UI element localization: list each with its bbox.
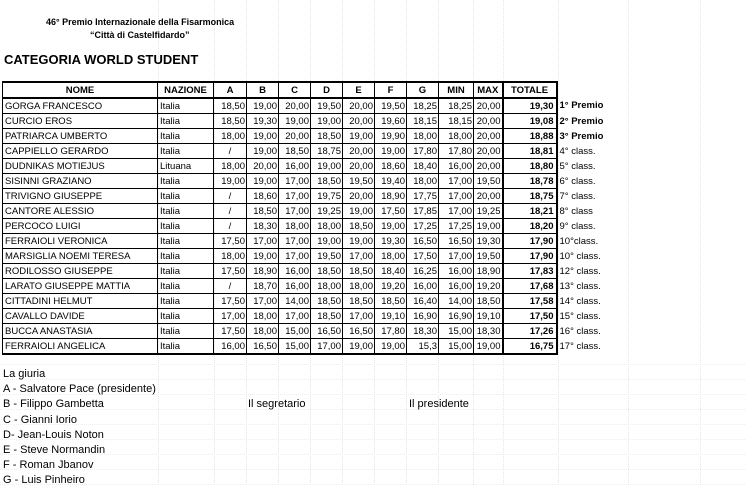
score-cell: 20,00 <box>343 159 375 174</box>
max-score: 19,20 <box>474 279 503 294</box>
min-score: 16,50 <box>439 234 474 249</box>
max-score: 20,00 <box>474 159 503 174</box>
total-score: 19,08 <box>503 114 557 129</box>
score-cell: 18,50 <box>311 294 343 309</box>
score-cell: 17,00 <box>279 249 311 264</box>
min-score: 16,00 <box>439 279 474 294</box>
competitor-country: Italia <box>158 264 214 279</box>
total-score: 18,21 <box>503 204 557 219</box>
score-cell: 19,00 <box>343 129 375 144</box>
max-score: 19,50 <box>474 249 503 264</box>
placement-label: 13° class. <box>559 280 601 292</box>
max-score: 19,00 <box>474 219 503 234</box>
score-cell: 18,50 <box>279 144 311 159</box>
competitor-name: FERRAIOLI ANGELICA <box>3 339 158 355</box>
max-score: 20,00 <box>474 114 503 129</box>
score-cell: 17,00 <box>214 309 247 324</box>
max-score: 19,10 <box>474 309 503 324</box>
competitor-country: Italia <box>158 309 214 324</box>
total-score: 17,90 <box>503 249 557 264</box>
jury-title: La giuria <box>3 368 46 380</box>
min-score: 16,00 <box>439 159 474 174</box>
score-cell: 17,50 <box>214 264 247 279</box>
placement-label: 7° class. <box>559 190 596 202</box>
score-cell: 18,50 <box>375 294 407 309</box>
competitor-name: CURCIO EROS <box>3 114 158 129</box>
score-cell: 17,75 <box>407 189 439 204</box>
total-score: 17,68 <box>503 279 557 294</box>
table-row <box>3 339 627 355</box>
score-cell: 18,00 <box>279 219 311 234</box>
competitor-country: Italia <box>158 279 214 294</box>
min-score: 16,00 <box>439 264 474 279</box>
score-cell: 18,50 <box>247 204 279 219</box>
score-cell: 18,00 <box>247 324 279 339</box>
min-score: 17,00 <box>439 204 474 219</box>
competitor-name: LARATO GIUSEPPE MATTIA <box>3 279 158 294</box>
score-cell: 19,25 <box>311 204 343 219</box>
competitor-country: Italia <box>158 174 214 189</box>
score-cell: / <box>214 204 247 219</box>
score-cell: 16,50 <box>247 339 279 355</box>
placement-label: 10° class. <box>559 250 601 262</box>
score-cell: 19,00 <box>311 159 343 174</box>
table-row <box>3 144 627 159</box>
score-cell: 17,00 <box>279 174 311 189</box>
max-score: 18,90 <box>474 264 503 279</box>
total-score: 18,80 <box>503 159 557 174</box>
score-cell: 18,00 <box>214 249 247 264</box>
max-score: 19,50 <box>474 174 503 189</box>
competitor-name: SISINNI GRAZIANO <box>3 174 158 189</box>
score-cell: 19,10 <box>375 309 407 324</box>
competitor-name: RODILOSSO GIUSEPPE <box>3 264 158 279</box>
placement-label: 17° class. <box>559 340 601 352</box>
score-cell: 18,40 <box>407 159 439 174</box>
score-cell: 17,50 <box>407 249 439 264</box>
competitor-country: Italia <box>158 114 214 129</box>
table-row <box>3 189 627 204</box>
competitor-name: MARSIGLIA NOEMI TERESA <box>3 249 158 264</box>
score-cell: 19,40 <box>375 174 407 189</box>
score-cell: 19,75 <box>311 189 343 204</box>
placement-label: 9° class. <box>559 220 596 232</box>
table-row <box>3 98 627 114</box>
score-cell: 18,50 <box>311 129 343 144</box>
competitor-country: Italia <box>158 98 214 114</box>
total-score: 18,88 <box>503 129 557 144</box>
total-score: 18,81 <box>503 144 557 159</box>
score-cell: 19,00 <box>311 234 343 249</box>
table-row <box>3 114 627 129</box>
min-score: 17,25 <box>439 219 474 234</box>
score-cell: 17,00 <box>343 249 375 264</box>
score-cell: 20,00 <box>343 98 375 114</box>
score-cell: 20,00 <box>247 159 279 174</box>
max-score: 19,25 <box>474 204 503 219</box>
score-cell: 18,90 <box>375 189 407 204</box>
max-score: 19,30 <box>474 234 503 249</box>
col-header-name: NOME <box>3 82 158 98</box>
score-cell: 17,80 <box>407 144 439 159</box>
score-cell: 18,30 <box>407 324 439 339</box>
total-score: 18,75 <box>503 189 557 204</box>
table-row <box>3 159 627 174</box>
total-score: 18,78 <box>503 174 557 189</box>
placement-label: 2° Premio <box>559 115 604 127</box>
score-cell: 18,50 <box>343 264 375 279</box>
competitor-country: Italia <box>158 144 214 159</box>
jury-member: B - Filippo Gambetta <box>3 398 104 411</box>
event-title: 46° Premio Internazionale della Fisarmonica <box>46 17 235 27</box>
competitor-name: FERRAIOLI VERONICA <box>3 234 158 249</box>
score-cell: 18,25 <box>407 98 439 114</box>
table-row <box>3 294 627 309</box>
score-cell: 16,00 <box>279 264 311 279</box>
score-cell: 18,00 <box>375 249 407 264</box>
score-cell: 19,00 <box>247 249 279 264</box>
total-score: 18,20 <box>503 219 557 234</box>
col-header-b: B <box>247 82 279 98</box>
score-cell: 20,00 <box>343 114 375 129</box>
table-row <box>3 219 627 234</box>
col-header-f: F <box>375 82 407 98</box>
placement-label: 4° class. <box>559 145 596 157</box>
total-score: 19,30 <box>503 98 557 114</box>
jury-member: A - Salvatore Pace (presidente) <box>3 383 156 396</box>
score-cell: 19,00 <box>375 219 407 234</box>
competitor-country: Lituana <box>158 159 214 174</box>
placement-label: 10°class. <box>559 235 599 247</box>
results-body <box>3 98 627 354</box>
placement-label: 3° Premio <box>559 130 604 142</box>
min-score: 17,00 <box>439 189 474 204</box>
score-cell: 18,00 <box>407 129 439 144</box>
col-header-total: TOTALE <box>503 82 557 98</box>
score-cell: 16,50 <box>407 234 439 249</box>
score-cell: 18,50 <box>214 98 247 114</box>
score-cell: / <box>214 219 247 234</box>
score-cell: 16,90 <box>407 309 439 324</box>
min-score: 14,00 <box>439 294 474 309</box>
score-cell: 19,00 <box>247 129 279 144</box>
score-cell: 18,50 <box>311 174 343 189</box>
max-score: 20,00 <box>474 129 503 144</box>
competitor-country: Italia <box>158 294 214 309</box>
score-cell: 18,00 <box>247 309 279 324</box>
min-score: 17,00 <box>439 249 474 264</box>
total-score: 17,26 <box>503 324 557 339</box>
col-header-country: NAZIONE <box>158 82 214 98</box>
score-cell: 17,50 <box>214 294 247 309</box>
placement-label: 14° class. <box>559 295 601 307</box>
jury-member: G - Luis Pinheiro <box>3 474 85 487</box>
placement-label: 6° class. <box>559 175 596 187</box>
competitor-name: CANTORE ALESSIO <box>3 204 158 219</box>
score-cell: 17,50 <box>214 324 247 339</box>
score-cell: 18,00 <box>311 219 343 234</box>
score-cell: / <box>214 279 247 294</box>
col-header-d: D <box>311 82 343 98</box>
score-cell: 19,50 <box>343 174 375 189</box>
score-cell: 19,00 <box>375 339 407 355</box>
score-cell: 18,50 <box>311 309 343 324</box>
max-score: 20,00 <box>474 98 503 114</box>
col-header-e: E <box>343 82 375 98</box>
score-cell: 18,15 <box>407 114 439 129</box>
table-row <box>3 234 627 249</box>
score-cell: / <box>214 189 247 204</box>
score-cell: 17,00 <box>279 204 311 219</box>
score-cell: 19,00 <box>343 204 375 219</box>
score-cell: 17,00 <box>311 339 343 355</box>
min-score: 15,00 <box>439 339 474 355</box>
placement-label: 12° class. <box>559 265 601 277</box>
competitor-name: GORGA FRANCESCO <box>3 98 158 114</box>
competitor-country: Italia <box>158 219 214 234</box>
score-cell: 18,60 <box>247 189 279 204</box>
score-cell: 19,60 <box>375 114 407 129</box>
score-cell: 19,50 <box>375 98 407 114</box>
score-cell: 19,90 <box>375 129 407 144</box>
score-cell: 19,00 <box>311 114 343 129</box>
competitor-country: Italia <box>158 324 214 339</box>
score-cell: 18,00 <box>343 279 375 294</box>
grid-line <box>700 0 701 485</box>
min-score: 18,00 <box>439 129 474 144</box>
score-cell: 17,00 <box>247 234 279 249</box>
score-cell: 14,00 <box>279 294 311 309</box>
score-cell: 19,00 <box>279 114 311 129</box>
max-score: 18,50 <box>474 294 503 309</box>
placement-label: 16° class. <box>559 325 601 337</box>
event-subtitle: “Città di Castelfidardo” <box>90 30 190 40</box>
score-cell: 18,90 <box>247 264 279 279</box>
score-cell: 16,00 <box>214 339 247 355</box>
grid-line <box>628 0 629 485</box>
placement-label: 8° class <box>559 205 593 217</box>
score-cell: 16,50 <box>311 324 343 339</box>
results-table <box>2 81 627 355</box>
score-cell: 15,00 <box>279 339 311 355</box>
competitor-name: BUCCA ANASTASIA <box>3 324 158 339</box>
score-cell: 18,60 <box>375 159 407 174</box>
score-cell: 16,00 <box>279 279 311 294</box>
competitor-name: TRIVIGNO GIUSEPPE <box>3 189 158 204</box>
score-cell: 18,70 <box>247 279 279 294</box>
total-score: 17,58 <box>503 294 557 309</box>
score-cell: 17,25 <box>407 219 439 234</box>
score-cell: 17,50 <box>214 234 247 249</box>
col-header-a: A <box>214 82 247 98</box>
score-cell: 17,85 <box>407 204 439 219</box>
total-score: 17,90 <box>503 234 557 249</box>
score-cell: 18,50 <box>343 219 375 234</box>
jury-member: E - Steve Normandin <box>3 444 106 457</box>
score-cell: 18,00 <box>214 159 247 174</box>
total-score: 17,83 <box>503 264 557 279</box>
score-cell: 20,00 <box>343 144 375 159</box>
score-cell: / <box>214 144 247 159</box>
score-cell: 19,00 <box>247 174 279 189</box>
score-cell: 17,00 <box>279 189 311 204</box>
col-header-placement <box>557 82 627 98</box>
score-cell: 19,00 <box>214 174 247 189</box>
competitor-name: CITTADINI HELMUT <box>3 294 158 309</box>
score-cell: 20,00 <box>279 98 311 114</box>
score-cell: 17,50 <box>375 204 407 219</box>
score-cell: 18,30 <box>247 219 279 234</box>
competitor-country: Italia <box>158 339 214 355</box>
col-header-max: MAX <box>474 82 503 98</box>
col-header-g: G <box>407 82 439 98</box>
placement-label: 15° class. <box>559 310 601 322</box>
total-score: 16,75 <box>503 339 557 355</box>
competitor-name: CAPPIELLO GERARDO <box>3 144 158 159</box>
max-score: 20,00 <box>474 144 503 159</box>
score-cell: 18,00 <box>311 279 343 294</box>
competitor-name: PATRIARCA UMBERTO <box>3 129 158 144</box>
min-score: 16,90 <box>439 309 474 324</box>
score-cell: 20,00 <box>279 129 311 144</box>
col-header-c: C <box>279 82 311 98</box>
score-cell: 20,00 <box>343 189 375 204</box>
table-row <box>3 309 627 324</box>
score-cell: 17,00 <box>247 294 279 309</box>
score-cell: 16,00 <box>407 279 439 294</box>
score-cell: 18,50 <box>343 294 375 309</box>
score-cell: 19,20 <box>375 279 407 294</box>
competitor-name: CAVALLO DAVIDE <box>3 309 158 324</box>
score-cell: 17,00 <box>343 309 375 324</box>
jury-member: F - Roman Jbanov <box>3 459 94 472</box>
score-cell: 17,00 <box>279 309 311 324</box>
total-score: 17,50 <box>503 309 557 324</box>
min-score: 17,80 <box>439 144 474 159</box>
competitor-name: DUDNIKAS MOTIEJUS <box>3 159 158 174</box>
score-cell: 16,40 <box>407 294 439 309</box>
score-cell: 16,25 <box>407 264 439 279</box>
score-cell: 19,00 <box>375 144 407 159</box>
secretary-signature-label: Il segretario <box>248 398 306 410</box>
table-row <box>3 174 627 189</box>
score-cell: 19,50 <box>311 98 343 114</box>
placement-label: 5° class. <box>559 160 596 172</box>
min-score: 18,25 <box>439 98 474 114</box>
score-cell: 18,50 <box>214 114 247 129</box>
grid-line <box>0 364 745 365</box>
score-cell: 19,50 <box>311 249 343 264</box>
competitor-country: Italia <box>158 249 214 264</box>
score-cell: 16,50 <box>343 324 375 339</box>
min-score: 18,15 <box>439 114 474 129</box>
score-cell: 15,00 <box>279 324 311 339</box>
score-cell: 18,00 <box>407 174 439 189</box>
score-cell: 19,30 <box>375 234 407 249</box>
jury-member: C - Gianni Iorio <box>3 413 77 426</box>
competitor-name: PERCOCO LUIGI <box>3 219 158 234</box>
min-score: 15,00 <box>439 324 474 339</box>
placement-label: 1° Premio <box>559 100 604 112</box>
score-cell: 19,00 <box>343 234 375 249</box>
score-cell: 15,3 <box>407 339 439 355</box>
max-score: 19,00 <box>474 339 503 355</box>
table-row <box>3 324 627 339</box>
jury-list <box>3 367 156 489</box>
score-cell: 16,00 <box>279 159 311 174</box>
score-cell: 19,00 <box>247 144 279 159</box>
max-score: 20,00 <box>474 189 503 204</box>
jury-member: D- Jean-Louis Noton <box>3 428 104 441</box>
table-row <box>3 204 627 219</box>
max-score: 18,30 <box>474 324 503 339</box>
table-row <box>3 279 627 294</box>
score-cell: 19,00 <box>343 339 375 355</box>
score-cell: 18,75 <box>311 144 343 159</box>
competitor-country: Italia <box>158 129 214 144</box>
header-row <box>3 82 627 98</box>
score-cell: 19,00 <box>247 98 279 114</box>
score-cell: 18,00 <box>214 129 247 144</box>
table-row <box>3 129 627 144</box>
score-cell: 17,80 <box>375 324 407 339</box>
president-signature-label: Il presidente <box>409 398 469 410</box>
score-cell: 19,30 <box>247 114 279 129</box>
competitor-country: Italia <box>158 189 214 204</box>
min-score: 17,00 <box>439 174 474 189</box>
score-cell: 18,40 <box>375 264 407 279</box>
category-title: CATEGORIA WORLD STUDENT <box>4 52 199 67</box>
competitor-country: Italia <box>158 234 214 249</box>
competitor-country: Italia <box>158 204 214 219</box>
score-cell: 18,50 <box>311 264 343 279</box>
table-row <box>3 264 627 279</box>
score-cell: 17,00 <box>279 234 311 249</box>
col-header-min: MIN <box>439 82 474 98</box>
table-row <box>3 249 627 264</box>
